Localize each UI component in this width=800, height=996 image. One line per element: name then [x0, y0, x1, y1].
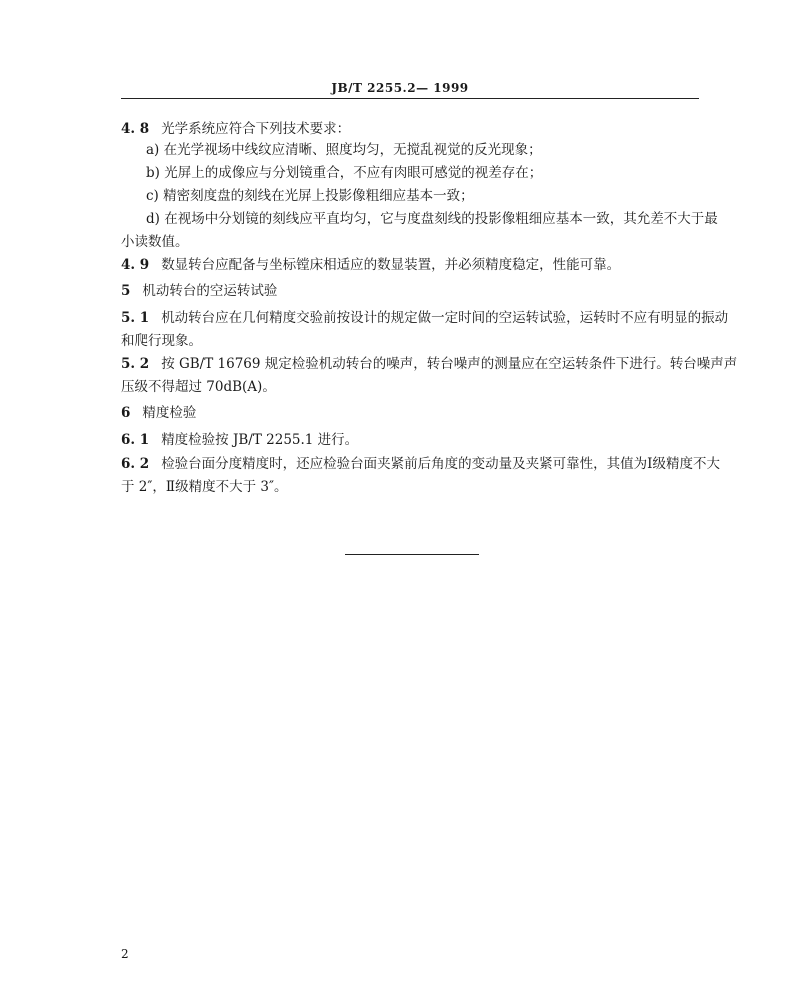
- header-standard-number: JB/T 2255.2— 1999: [331, 81, 469, 95]
- end-of-document-rule: [345, 554, 479, 555]
- clause-5-1: [121, 308, 728, 328]
- clause-number: 6. 1: [121, 432, 150, 448]
- section-title: 精度检验: [142, 405, 197, 421]
- list-item-d: d) 在视场中分划镜的刻线应平直均匀，它与度盘刻线的投影像粗细应基本一致，其允差不大于最: [146, 211, 718, 227]
- clause-text: 数显转台应配备与坐标镗床相适应的数显装置，并必须精度稳定，性能可靠。: [161, 257, 621, 273]
- section-number: 6: [121, 405, 131, 421]
- list-item-b: b) 光屏上的成像应与分划镜重合，不应有肉眼可感觉的视差存在；: [146, 165, 543, 181]
- clause-text: 按 GB/T 16769 规定检验机动转台的噪声，转台噪声的测量应在空运转条件下进行。转台噪声声: [161, 356, 738, 372]
- clause-4-8: [121, 119, 350, 139]
- section-title: 机动转台的空运转试验: [142, 283, 278, 299]
- section-5-heading: [121, 281, 277, 301]
- clause-4-9: [121, 255, 620, 275]
- clause-text: 精度检验按 JB/T 2255.1 进行。: [161, 432, 359, 448]
- clause-text: 光学系统应符合下列技术要求：: [161, 121, 351, 137]
- clause-number: 5. 2: [121, 356, 150, 372]
- clause-number: 6. 2: [121, 456, 150, 472]
- page-number: 2: [121, 947, 129, 961]
- clause-6-2: [121, 454, 720, 474]
- list-item-d-continuation: 小读数值。: [121, 234, 189, 250]
- clause-text: 机动转台应在几何精度交验前按设计的规定做一定时间的空运转试验，运转时不应有明显的振动: [161, 310, 729, 326]
- section-number: 5: [121, 283, 131, 299]
- clause-number: 4. 8: [121, 121, 150, 137]
- list-item-c: c) 精密刻度盘的刻线在光屏上投影像粗细应基本一致；: [146, 188, 474, 204]
- clause-5-2: [121, 354, 737, 374]
- clause-number: 5. 1: [121, 310, 150, 326]
- clause-6-2-continuation: 于 2″，Ⅱ级精度不大于 3″。: [121, 479, 288, 495]
- clause-6-1: [121, 430, 358, 450]
- clause-text: 检验台面分度精度时，还应检验台面夹紧前后角度的变动量及夹紧可靠性，其值为Ⅰ级精度不大: [161, 456, 721, 472]
- header-rule: [121, 98, 699, 99]
- clause-5-1-continuation: 和爬行现象。: [121, 333, 202, 349]
- clause-number: 4. 9: [121, 257, 150, 273]
- section-6-heading: [121, 403, 196, 423]
- clause-5-2-continuation: 压级不得超过 70dB(A)。: [121, 379, 276, 395]
- list-item-a: a) 在光学视场中线纹应清晰、照度均匀，无搅乱视觉的反光现象；: [146, 142, 542, 158]
